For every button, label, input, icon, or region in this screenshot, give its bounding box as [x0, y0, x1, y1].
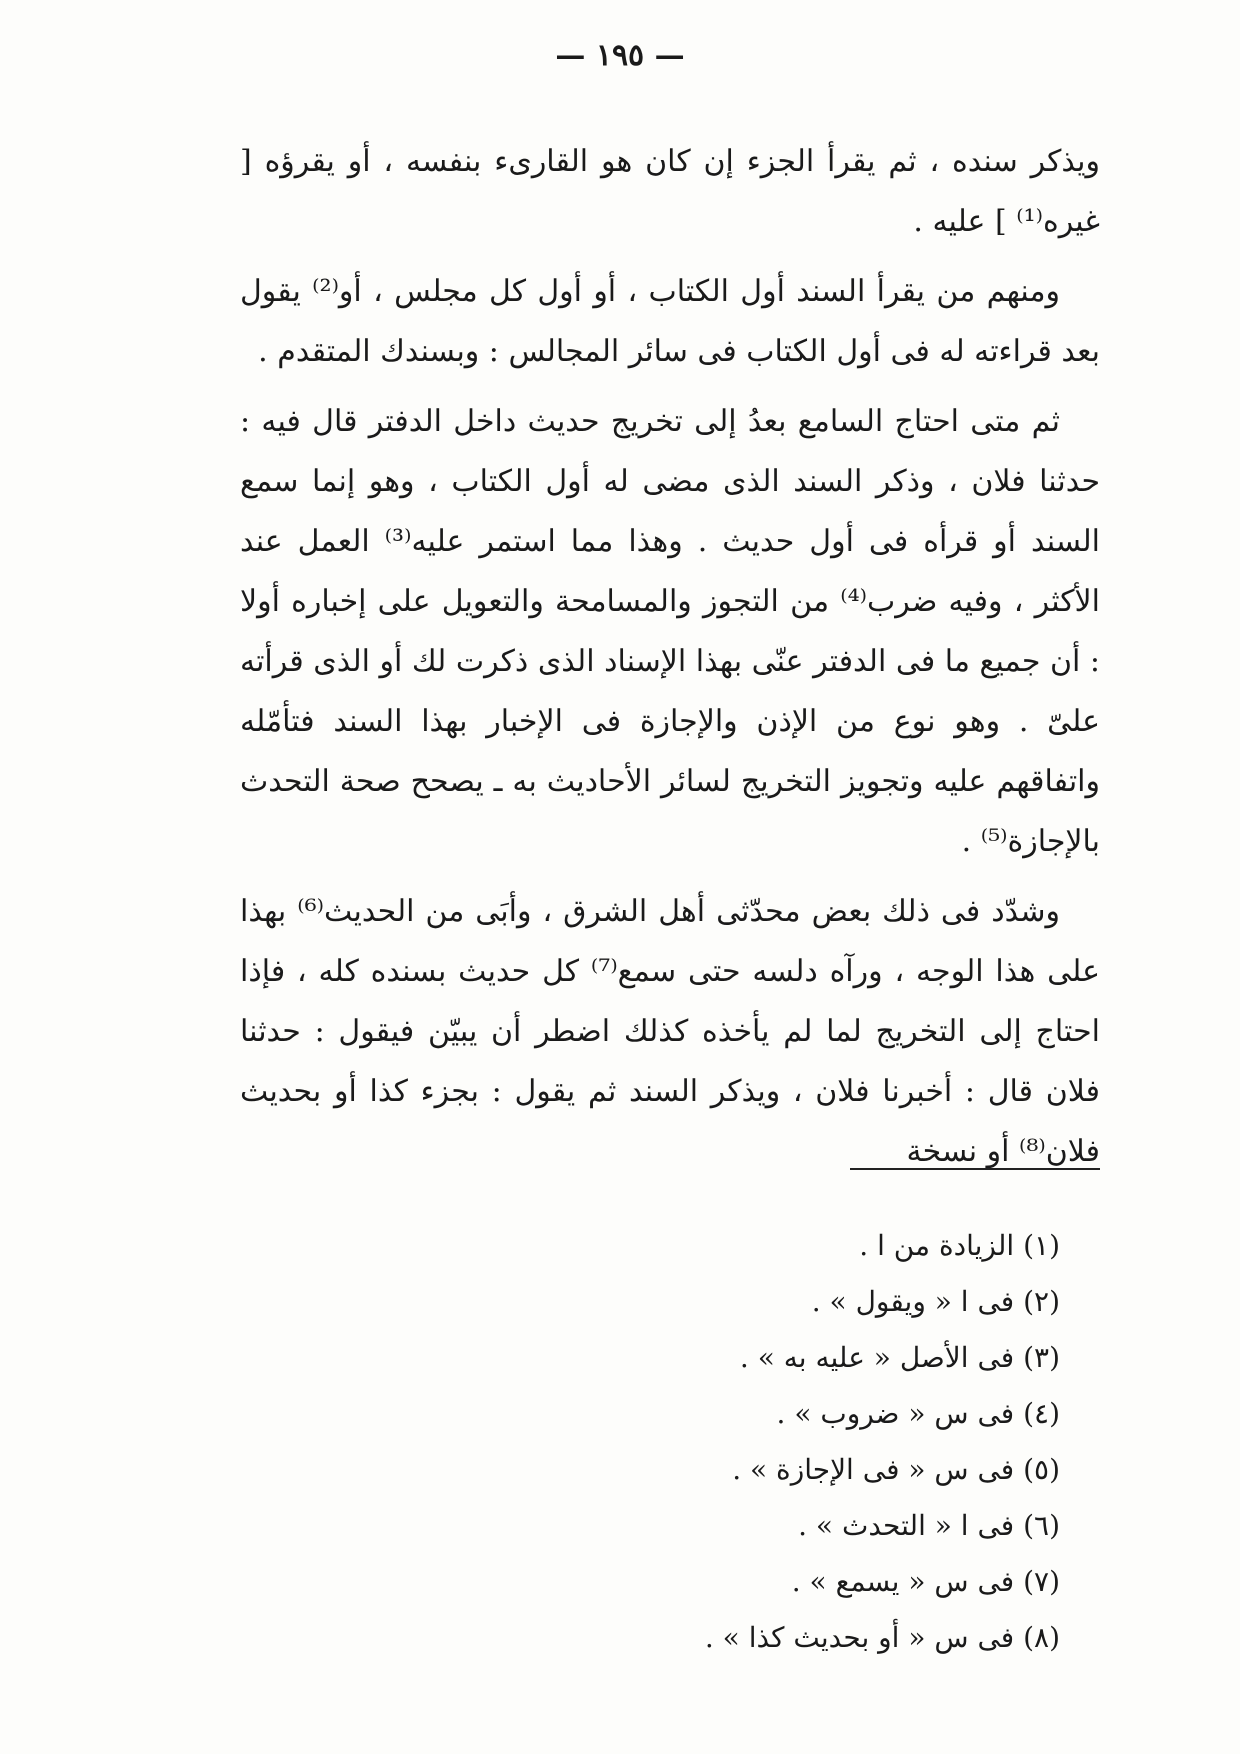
footnote: (٨) فى س « أو بحديث كذا » .: [704, 1621, 1060, 1654]
footnote: (٧) فى س « يسمع » .: [791, 1565, 1060, 1598]
footnote: (٦) فى ا « التحدث » .: [798, 1509, 1060, 1542]
footnotes-list: [500, 1218, 1060, 1666]
footnote-divider: [850, 1168, 1100, 1170]
footnote: (٢) فى ا « ويقول » .: [811, 1285, 1060, 1318]
footnote: (٥) فى س « فى الإجازة » .: [732, 1453, 1060, 1486]
paragraph: ويذكر سنده ، ثم يقرأ الجزء إن كان هو القارىء بنفسه ، أو يقرؤه [ غيره⁽¹⁾ ] عليه .: [240, 144, 1100, 239]
page-number: — ١٩٥ —: [555, 38, 685, 73]
paragraph: ومنهم من يقرأ السند أول الكتاب ، أو أول كل مجلس ، أو⁽²⁾ يقول بعد قراءته له فى أول الكتاب فى سائر المجالس : وبسندك المتقدم .: [240, 274, 1100, 369]
footnote: (٤) فى س « ضروب » .: [776, 1397, 1060, 1430]
paragraph: ثم متى احتاج السامع بعدُ إلى تخريج حديث داخل الدفتر قال فيه : حدثنا فلان ، وذكر السند الذى مضى له أول الكتاب ، وهو إنما سمع السند أو قرأه فى أول حديث . وهذا مما استمر عليه⁽³⁾ العمل عند الأكثر ، وفيه ضرب⁽⁴⁾ من التجوز والمسامحة والتعويل على إخباره أولا : أن جميع ما فى الدفتر عنّى بهذا الإسناد الذى ذكرت لك أو الذى قرأته علىّ . وهو نوع من الإذن والإجازة فى الإخبار بهذا السند فتأمّله واتفاقهم عليه وتجويز التخريج لسائر الأحاديث به ـ يصحح صحة التحدث بالإجازة⁽⁵⁾ .: [240, 404, 1100, 859]
main-text: [240, 132, 1100, 1192]
footnote: (١) الزيادة من ا .: [859, 1229, 1060, 1262]
paragraph: وشدّد فى ذلك بعض محدّثى أهل الشرق ، وأبَى من الحديث⁽⁶⁾ بهذا على هذا الوجه ، ورآه دلسه حتى سمع⁽⁷⁾ كل حديث بسنده كله ، فإذا احتاج إلى التخريج لما لم يأخذه كذلك اضطر أن يبيّن فيقول : حدثنا فلان قال : أخبرنا فلان ، ويذكر السند ثم يقول : بجزء كذا أو بحديث فلان⁽⁸⁾ أو نسخة: [240, 894, 1100, 1169]
footnote: (٣) فى الأصل « عليه به » .: [739, 1341, 1060, 1374]
